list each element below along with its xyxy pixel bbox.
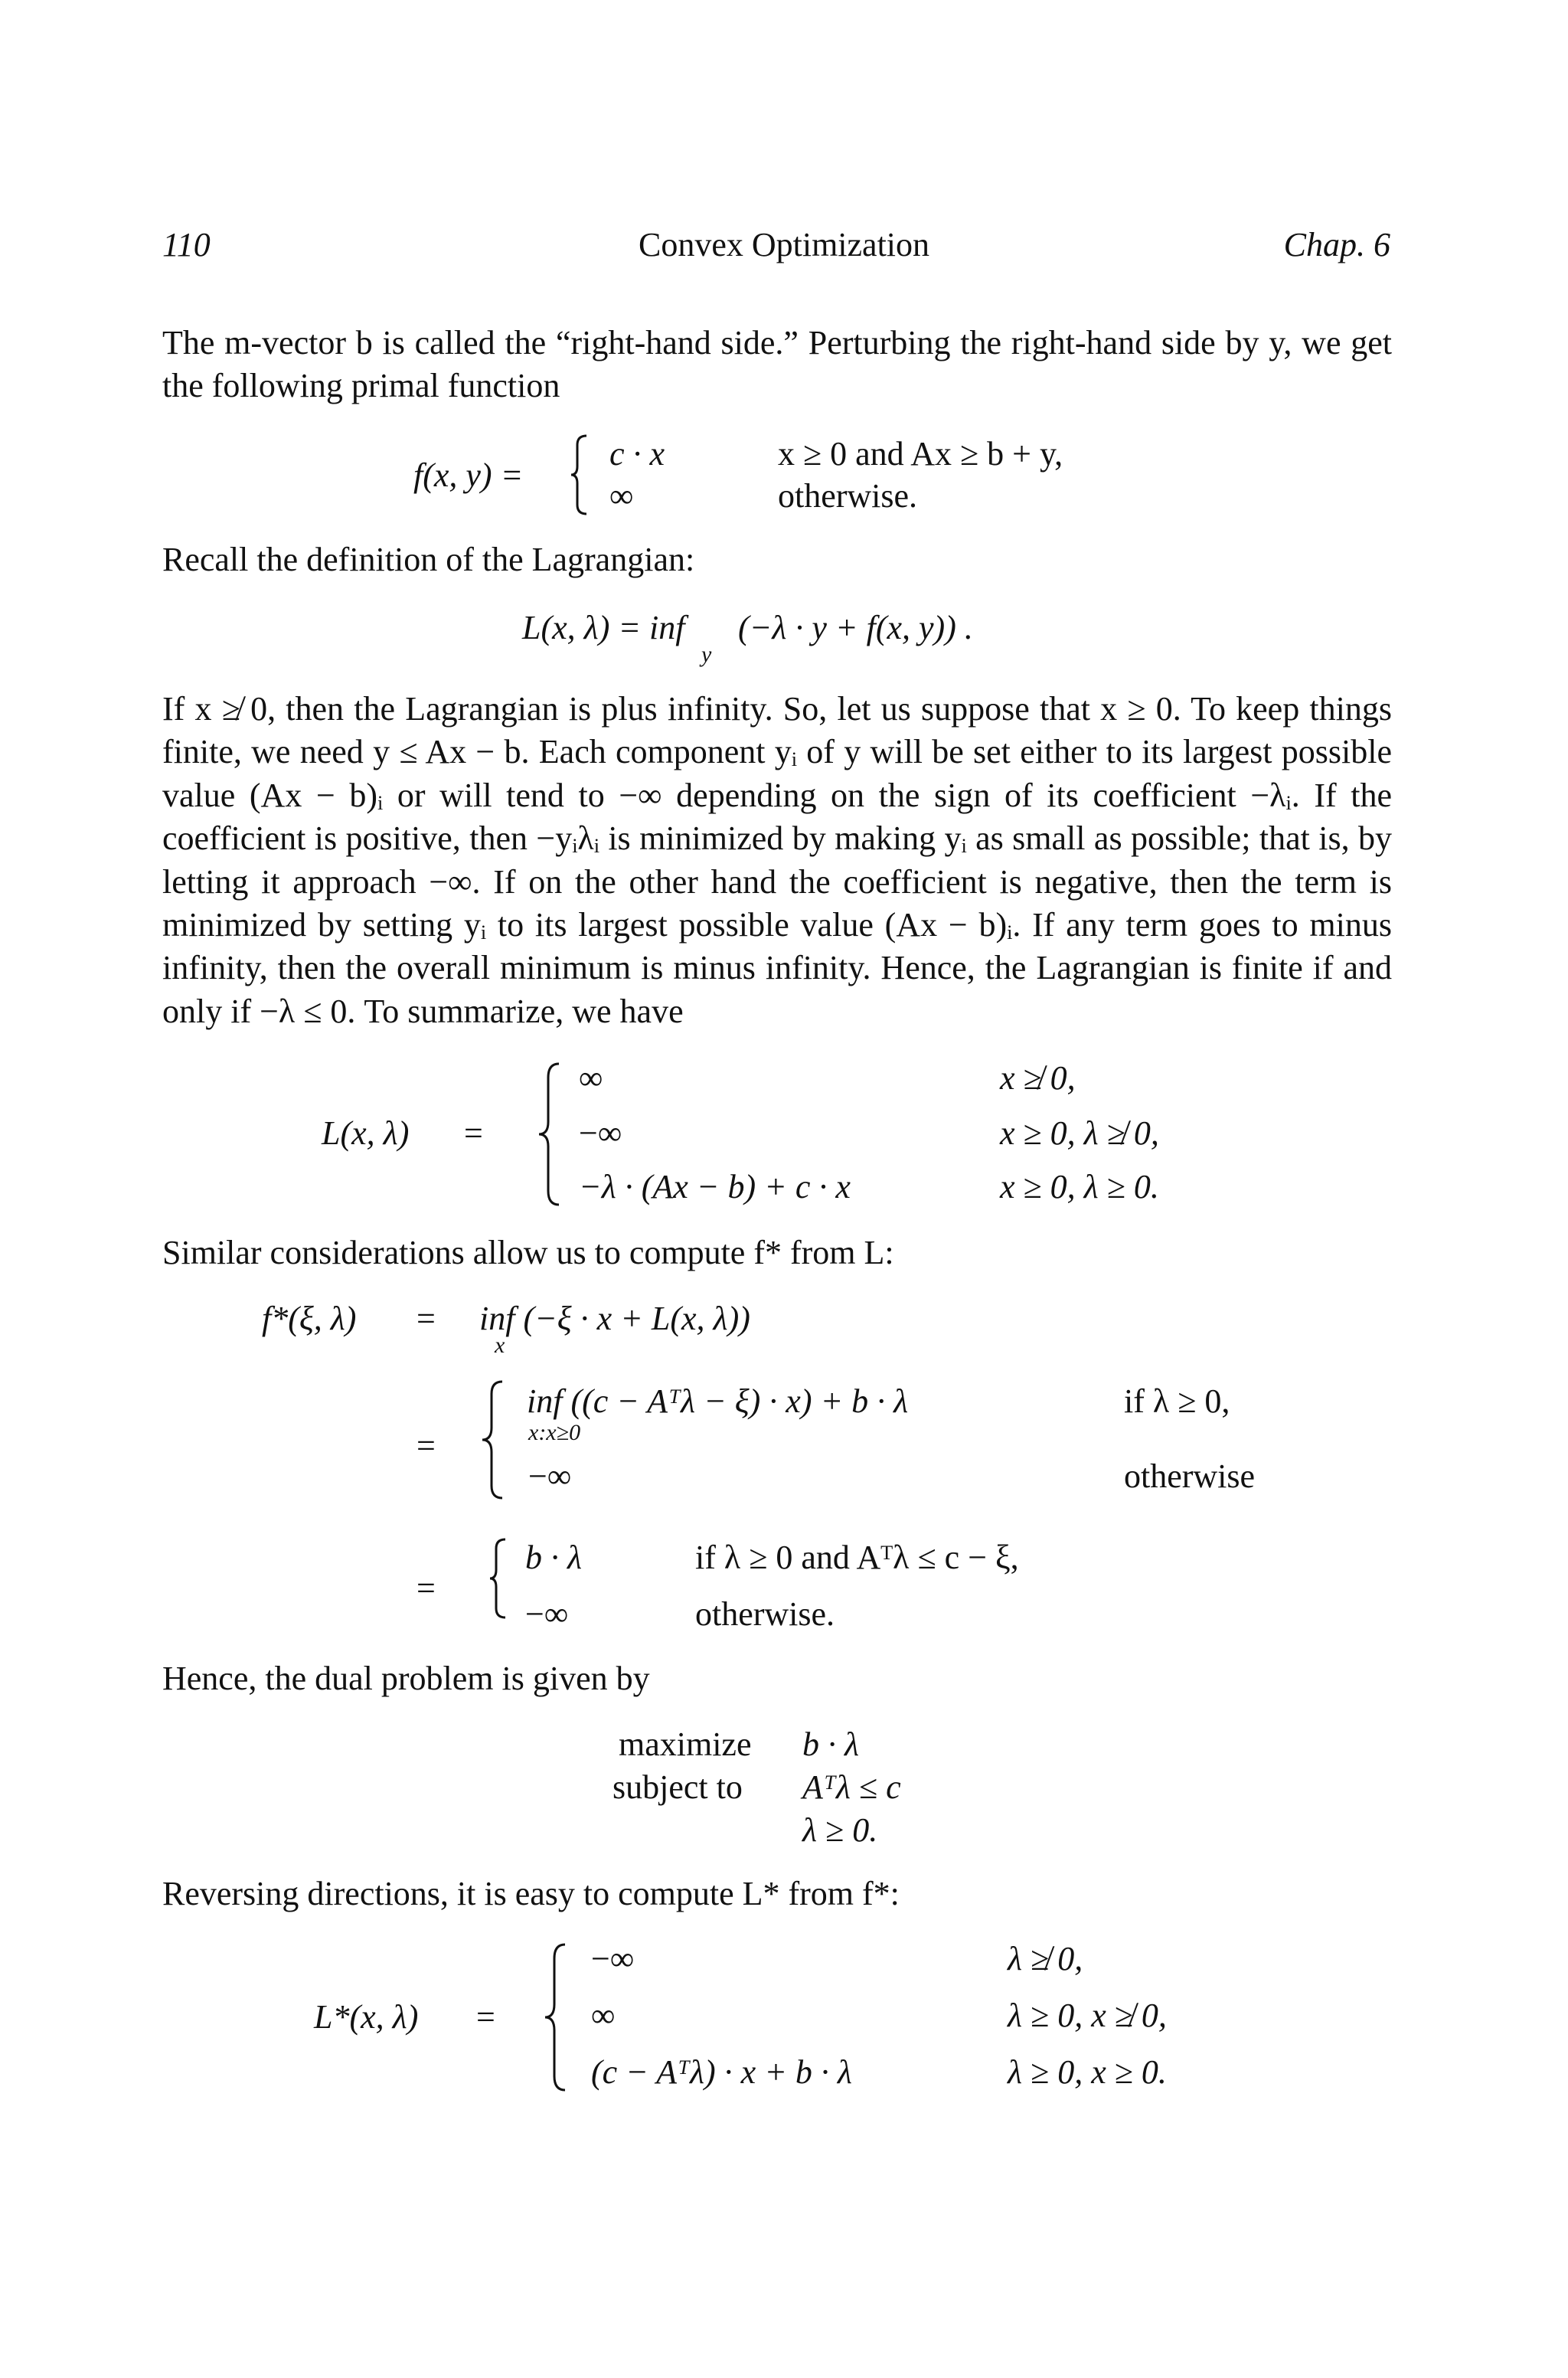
eq4-case2-value: −∞ [528,1457,572,1495]
eq4-case1-condition: if λ ≥ 0, [1124,1382,1230,1420]
eq4-case1-subscript: x:x≥0 [528,1420,581,1445]
eq4-line1-subscript: x [495,1333,505,1358]
eq3-case3-value: −λ · (Ax − b) + c · x [579,1168,851,1205]
eq4-case4-value: −∞ [525,1595,569,1633]
dual-constraint-2: λ ≥ 0. [802,1811,878,1849]
eq3-case1-condition: x ≱ 0, [1000,1059,1076,1097]
paragraph-dual-intro: Hence, the dual problem is given by [162,1660,650,1697]
eq5-case2-value: ∞ [591,1997,616,2034]
eq2-rhs: (−λ · y + f(x, y)) . [738,609,973,646]
eq4-line1: inf (−ξ · x + L(x, λ)) [479,1300,750,1337]
eq4-brace-1 [479,1379,507,1501]
eq4-lhs: f*(ξ, λ) [262,1300,357,1337]
chapter-label: Chap. 6 [1283,226,1390,263]
eq4-equals-3: = [416,1569,436,1607]
paragraph-lagrangian-analysis: If x ≱ 0, then the Lagrangian is plus infinity. So, let us suppose that x ≥ 0. To keep things finite, we need y ≤ Ax − b. Each component yᵢ of y will be set either to its largest possible value (Ax − b)ᵢ or will tend to −∞ depending on the sign of its coefficient −λᵢ. If the coefficient is positive, then −yᵢλᵢ is minimized by making yᵢ as small as possible; that is, by letting it approach −∞. If on the other hand the coefficient is negative, then the term is minimized by setting yᵢ to its largest possible value (Ax − b)ᵢ. If any term goes to minus infinity, then the overall minimum is minus infinity. Hence, the Lagrangian is finite if and only if −λ ≤ 0. To summarize, we have [162,690,1392,1030]
eq4-case3-value: b · λ [525,1539,583,1576]
eq5-case1-condition: λ ≱ 0, [1008,1940,1083,1977]
eq3-case2-value: −∞ [579,1114,622,1152]
eq4-brace-2 [487,1536,510,1621]
eq5-case1-value: −∞ [591,1940,635,1977]
eq4-case4-condition: otherwise. [695,1595,835,1633]
paragraph-reverse-intro: Reversing directions, it is easy to compute L* from f*: [162,1875,900,1912]
eq3-case1-value: ∞ [579,1059,603,1097]
running-title: Convex Optimization [638,226,930,263]
eq5-case3-condition: λ ≥ 0, x ≥ 0. [1008,2053,1167,2091]
eq1-case1-value: c · x [609,435,665,473]
dual-constraint-1: Aᵀλ ≤ c [802,1768,901,1806]
eq2-lhs: L(x, λ) = inf [522,609,685,646]
dual-maximize-label: maximize [619,1725,752,1763]
eq3-case3-condition: x ≥ 0, λ ≥ 0. [1000,1168,1159,1205]
eq3-brace [536,1061,564,1208]
dual-subject-to-label: subject to [612,1768,743,1806]
eq1-brace [568,433,591,517]
eq4-case2-condition: otherwise [1124,1457,1256,1495]
eq1-case1-condition: x ≥ 0 and Ax ≥ b + y, [778,435,1063,473]
eq5-lhs: L*(x, λ) [314,1998,419,2036]
eq5-brace [542,1941,570,2093]
eq5-case3-value: (c − Aᵀλ) · x + b · λ [591,2053,852,2091]
eq4-equals-2: = [416,1427,436,1464]
paragraph-lagrangian-def: Recall the definition of the Lagrangian: [162,541,695,578]
page-number: 110 [162,226,211,263]
eq3-lhs: L(x, λ) [322,1114,410,1152]
eq1-lhs: f(x, y) = [413,456,524,494]
eq4-case1-value: inf ((c − Aᵀλ − ξ) · x) + b · λ [527,1382,909,1420]
paragraph-conjugate-intro: Similar considerations allow us to compute f* from L: [162,1234,894,1271]
eq4-equals-1: = [416,1300,436,1337]
eq1-case2-value: ∞ [609,477,634,515]
eq1-case2-condition: otherwise. [778,477,918,515]
dual-objective: b · λ [802,1725,860,1763]
eq2-inf-subscript: y [701,642,712,667]
eq5-case2-condition: λ ≥ 0, x ≱ 0, [1008,1997,1167,2034]
eq5-equals: = [476,1998,495,2036]
paragraph-primal-intro: The m-vector b is called the “right-hand side.” Perturbing the right-hand side by y, we get the following primal function [162,324,1392,405]
eq3-equals: = [464,1114,483,1152]
eq3-case2-condition: x ≥ 0, λ ≱ 0, [1000,1114,1159,1152]
eq4-case3-condition: if λ ≥ 0 and Aᵀλ ≤ c − ξ, [695,1539,1019,1576]
